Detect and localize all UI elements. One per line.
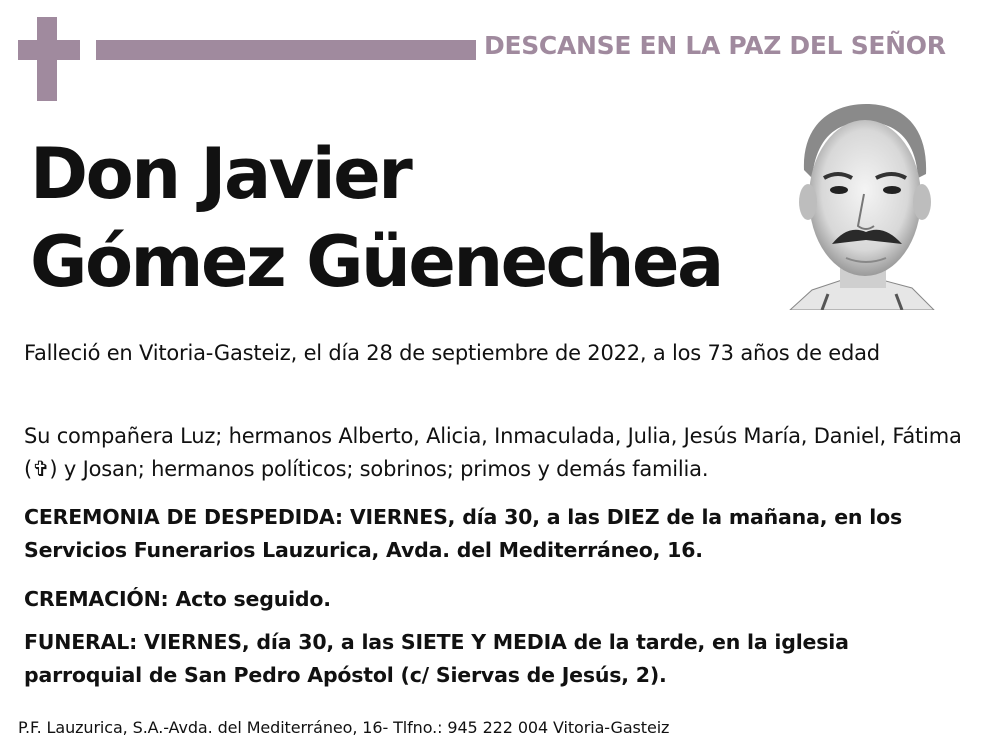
family-text-end: ) y Josan; hermanos políticos; sobrinos; primos y demás familia. xyxy=(49,457,709,481)
family-list xyxy=(24,420,969,486)
family-text-start: Su compañera Luz; hermanos Alberto, Alicia, Inmaculada, Julia, Jesús María, Daniel, Fátima ( xyxy=(24,424,962,481)
name-line-2: Gómez Güenechea xyxy=(30,221,722,303)
header-rule xyxy=(96,40,476,60)
portrait-photo xyxy=(782,98,942,310)
funeral-info: FUNERAL: VIERNES, día 30, a las SIETE Y MEDIA de la tarde, en la iglesia parroquial de San Pedro Apóstol (c/ Siervas de Jesús, 2). xyxy=(24,630,849,687)
cross-icon: ✞ xyxy=(32,457,50,481)
cremation-info: CREMACIÓN: Acto seguido. xyxy=(24,587,331,611)
deceased-name xyxy=(30,130,750,306)
cross-horizontal-bar xyxy=(18,40,80,60)
funeral-home-footer: P.F. Lauzurica, S.A.-Avda. del Mediterráneo, 16- Tlfno.: 945 222 004 Vitoria-Gasteiz xyxy=(18,718,670,737)
death-info: Falleció en Vitoria-Gasteiz, el día 28 de septiembre de 2022, a los 73 años de edad xyxy=(24,341,880,365)
header-title: DESCANSE EN LA PAZ DEL SEÑOR xyxy=(484,31,946,60)
ceremony-info: CEREMONIA DE DESPEDIDA: VIERNES, día 30, a las DIEZ de la mañana, en los Servicios Funerarios Lauzurica, Avda. del Mediterráneo, 16. xyxy=(24,505,902,562)
name-line-1: Don Javier xyxy=(30,133,411,215)
